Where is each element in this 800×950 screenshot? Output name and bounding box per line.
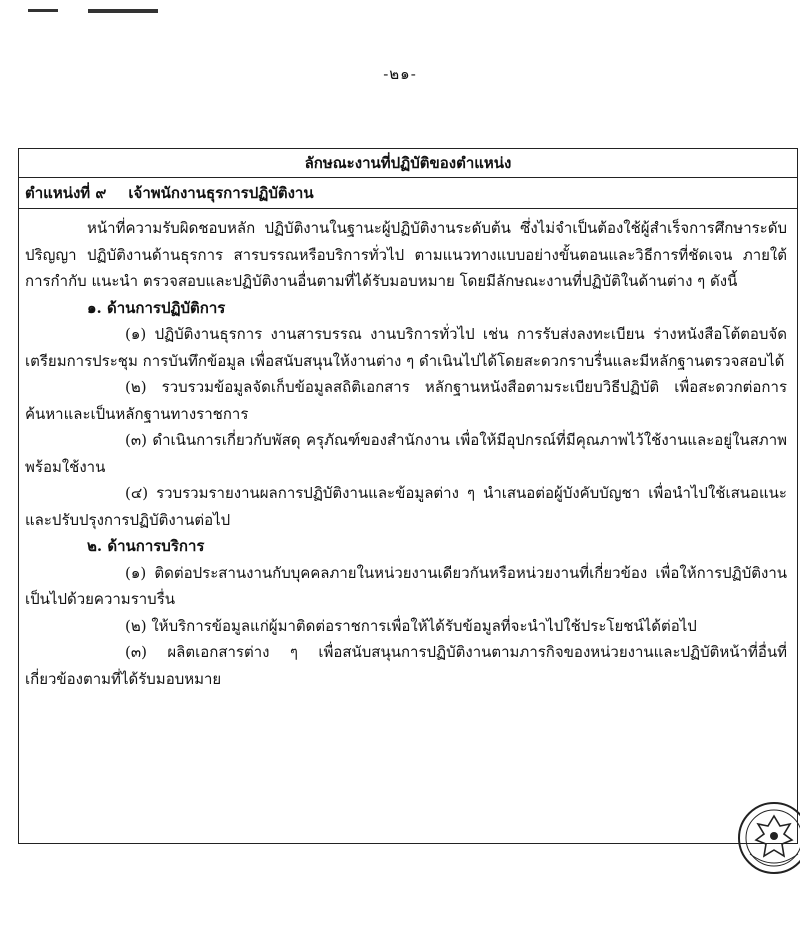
position-label: ตำแหน่งที่ ๙ <box>25 184 107 202</box>
operations-item-4: (๔) รวบรวมรายงานผลการปฏิบัติงานและข้อมูลต่าง ๆ นำเสนอต่อผู้บังคับบัญชา เพื่อนำไปใช้เสนอแนะและปรับปรุงการปฏิบัติงานต่อไป <box>25 484 787 529</box>
operations-item-3: (๓) ดำเนินการเกี่ยวกับพัสดุ ครุภัณฑ์ของสำนักงาน เพื่อให้มีอุปกรณ์ที่มีคุณภาพไว้ใช้งานและอยู่ในสภาพพร้อมใช้งาน <box>25 431 787 476</box>
section-heading-operations: ๑. ด้านการปฏิบัติการ <box>87 298 226 317</box>
page-number: -๒๑- <box>383 65 417 83</box>
intro-paragraph: หน้าที่ความรับผิดชอบหลัก ปฏิบัติงานในฐานะผู้ปฏิบัติงานระดับต้น ซึ่งไม่จำเป็นต้องใช้ผู้สำเร็จการศึกษาระดับปริญญา ปฏิบัติงานด้านธุรการ สารบรรณหรือบริการทั่วไป ตามแนวทางแบบอย่างขั้นตอนและวิธีการที่ชัดเจน ภายใต้การกำกับ แนะนำ ตรวจสอบและปฏิบัติงานอื่นตามที่ได้รับมอบหมาย โดยมีลักษณะงานที่ปฏิบัติในด้านต่าง ๆ ดังนี้ <box>25 219 787 290</box>
operations-item-2: (๒) รวบรวมข้อมูลจัดเก็บข้อมูลสถิติเอกสาร หลักฐานหนังสือตามระเบียบวิธีปฏิบัติ เพื่อสะดวกต่อการค้นหาและเป็นหลักฐานทางราชการ <box>25 378 787 423</box>
garuda-seal-icon <box>736 800 800 876</box>
position-name: เจ้าพนักงานธุรการปฏิบัติงาน <box>128 184 314 202</box>
content <box>19 209 797 692</box>
job-description-box <box>18 148 798 844</box>
service-item-3: (๓) ผลิตเอกสารต่าง ๆ เพื่อสนับสนุนการปฏิบัติงานตามภารกิจของหน่วยงานและปฏิบัติหน้าที่อื่นที่เกี่ยวข้องตามที่ได้รับมอบหมาย <box>25 643 787 688</box>
service-item-1: (๑) ติดต่อประสานงานกับบุคคลภายในหน่วยงานเดียวกันหรือหน่วยงานที่เกี่ยวข้อง เพื่อให้การปฏิบัติงานเป็นไปด้วยความราบรื่น <box>25 563 787 608</box>
operations-item-1: (๑) ปฏิบัติงานธุรการ งานสารบรรณ งานบริการทั่วไป เช่น การรับส่งลงทะเบียน ร่างหนังสือโต้ตอบจัดเตรียมการประชุม การบันทึกข้อมูล เพื่อสนับสนุนให้งานต่าง ๆ ดำเนินไปได้โดยสะดวกราบรื่นและมีหลักฐานตรวจสอบได้ <box>25 325 787 370</box>
position-row <box>19 178 797 209</box>
box-title: ลักษณะงานที่ปฏิบัติของตำแหน่ง <box>19 149 797 178</box>
scan-edge-mark <box>28 0 168 6</box>
section-heading-service: ๒. ด้านการบริการ <box>87 537 205 555</box>
service-item-2: (๒) ให้บริการข้อมูลแก่ผู้มาติดต่อราชการเพื่อให้ได้รับข้อมูลที่จะนำไปใช้ประโยชน์ได้ต่อไป <box>125 616 697 635</box>
